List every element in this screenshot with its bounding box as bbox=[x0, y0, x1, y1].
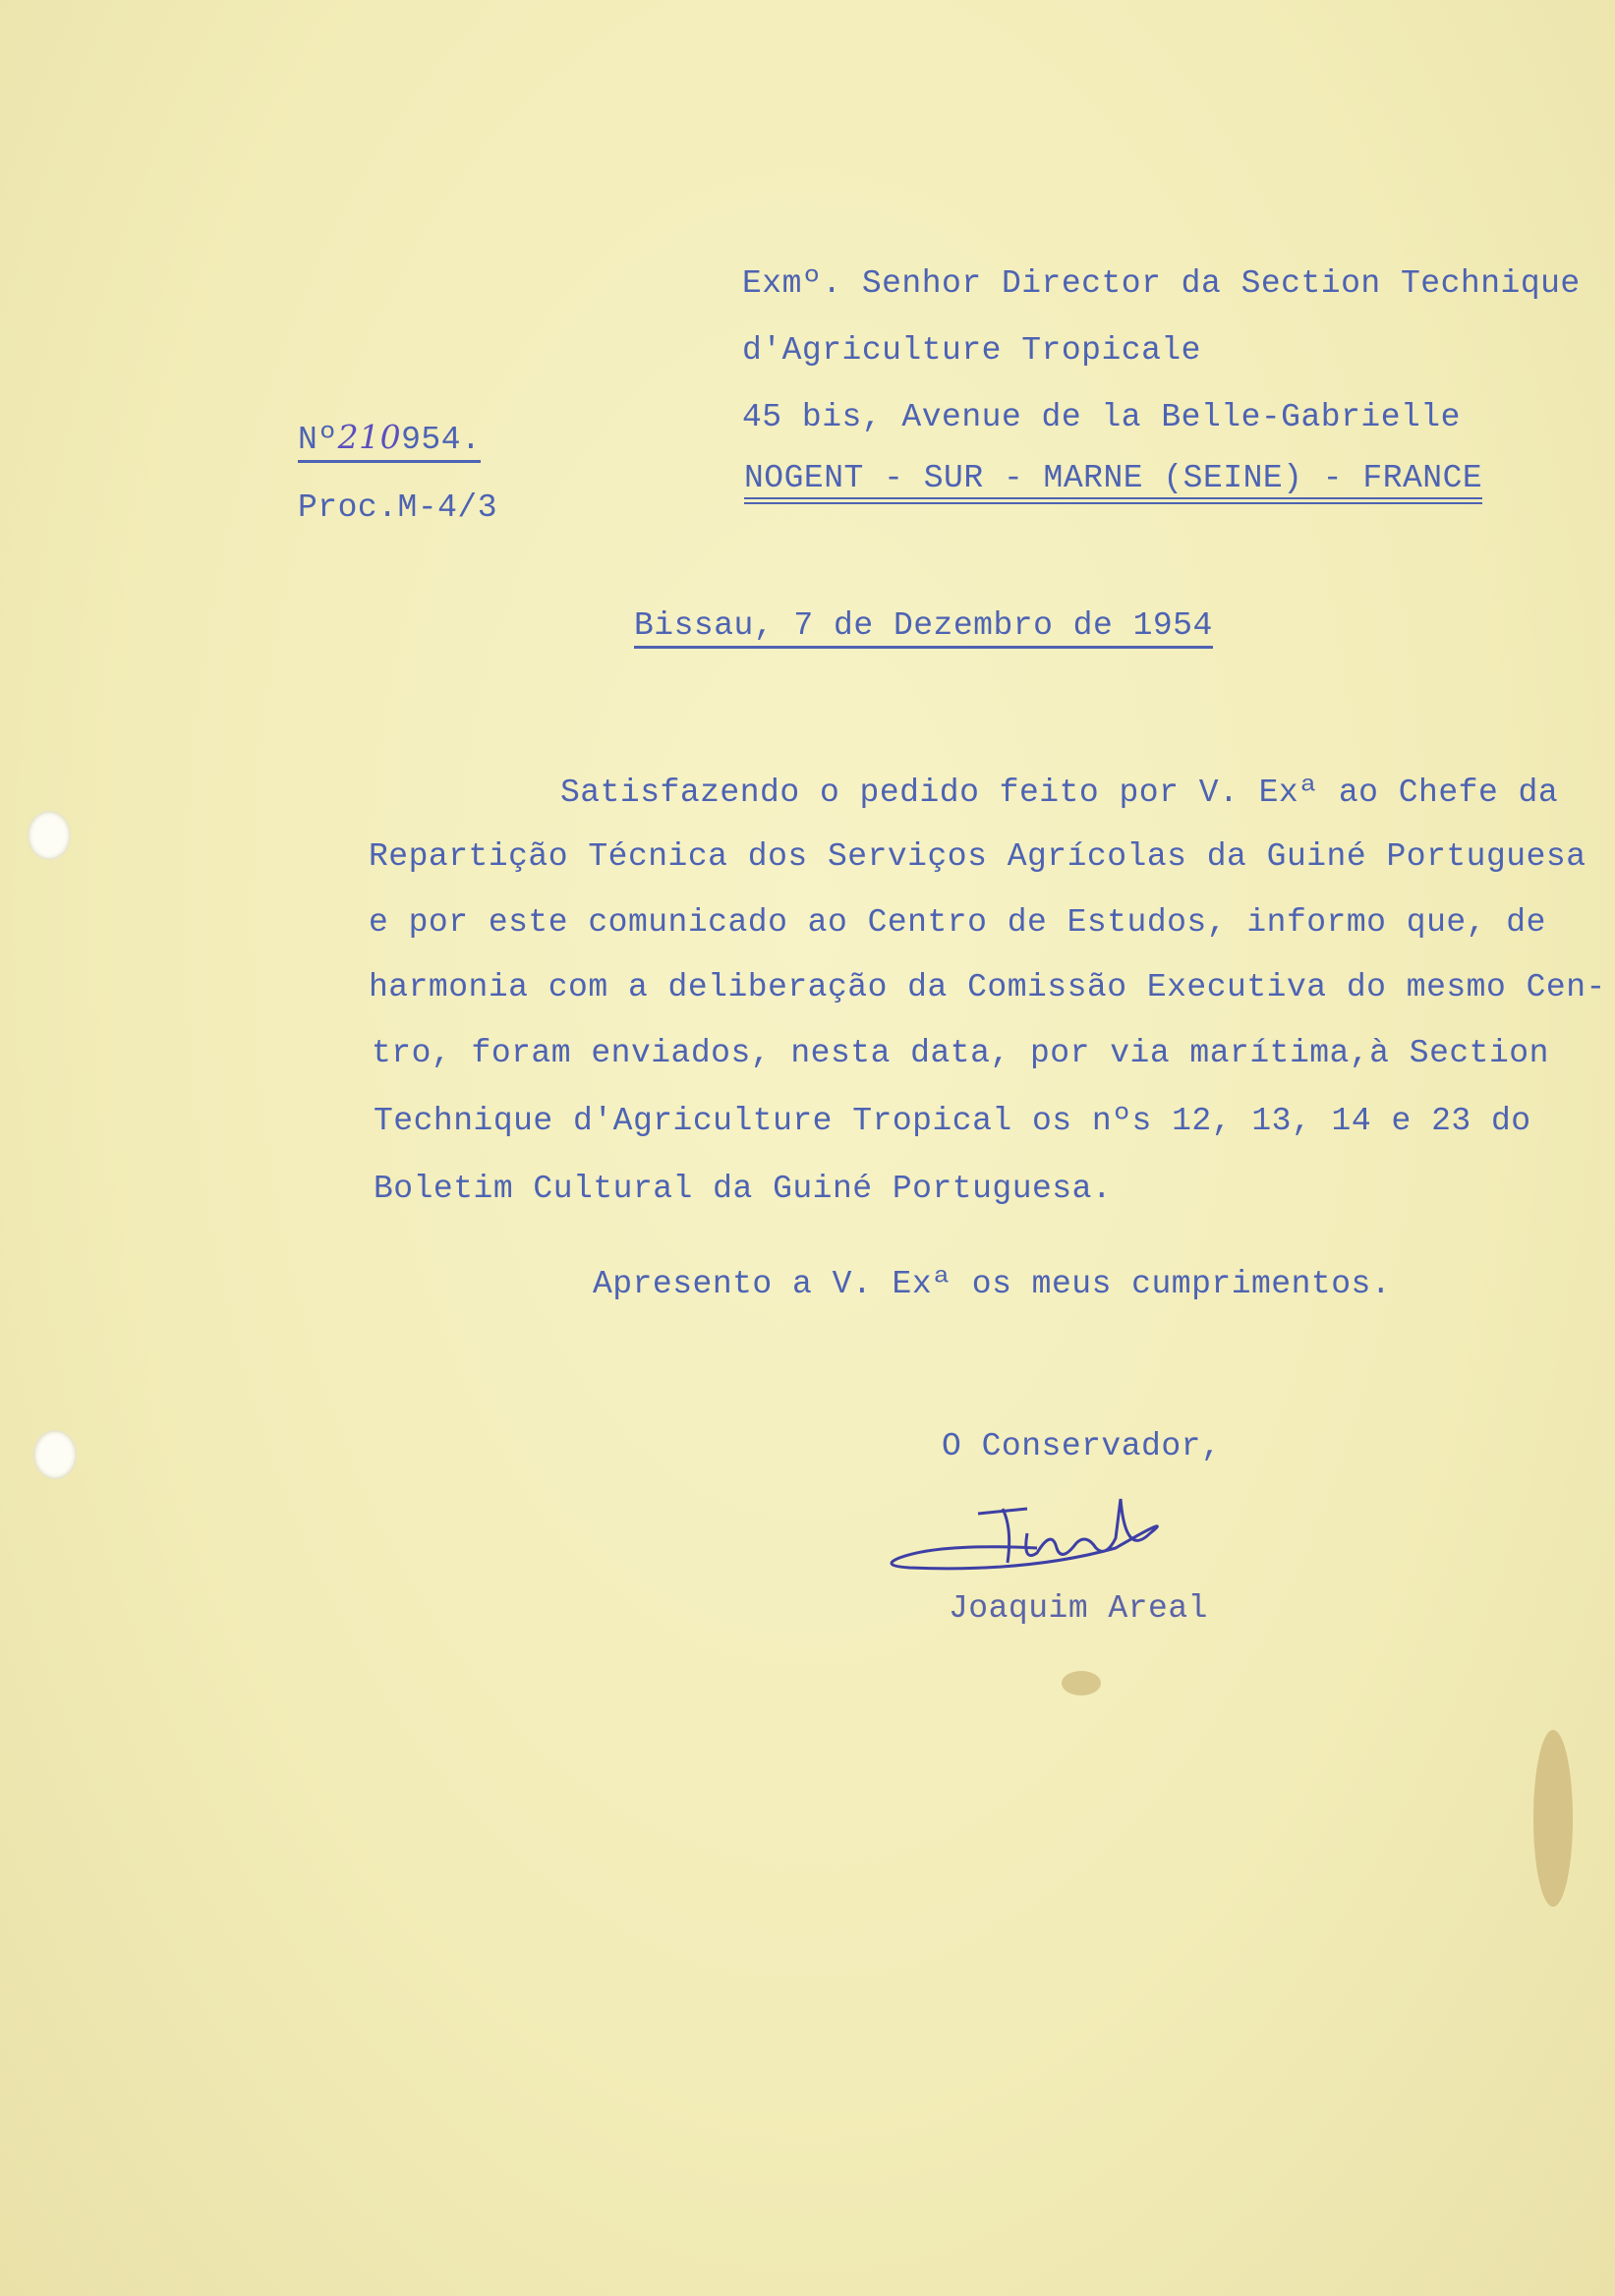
handwritten-signature bbox=[880, 1489, 1204, 1597]
punch-hole bbox=[28, 811, 71, 860]
body-line: tro, foram enviados, nesta data, por via marítima,à Section bbox=[372, 1035, 1549, 1071]
addressee-line: Exmº. Senhor Director da Section Technique bbox=[742, 265, 1581, 302]
stain bbox=[1533, 1730, 1573, 1907]
addressee-city: NOGENT - SUR - MARNE (SEINE) - FRANCE bbox=[744, 462, 1482, 504]
closing-line: Apresento a V. Exª os meus cumprimentos. bbox=[593, 1266, 1392, 1302]
body-line: Boletim Cultural da Guiné Portuguesa. bbox=[374, 1171, 1113, 1207]
body-line: harmonia com a deliberação da Comissão Executiva do mesmo Cen- bbox=[369, 969, 1606, 1005]
signatory-title: O Conservador, bbox=[942, 1428, 1222, 1464]
addressee-line: d'Agriculture Tropicale bbox=[742, 332, 1201, 369]
body-line: Satisfazendo o pedido feito por V. Exª ao Chefe da bbox=[560, 775, 1559, 811]
handwritten-number: 210 bbox=[337, 418, 402, 456]
body-line: Technique d'Agriculture Tropical os nºs 12, 13, 14 e 23 do bbox=[374, 1103, 1531, 1139]
date-line: Bissau, 7 de Dezembro de 1954 bbox=[634, 609, 1213, 649]
reference-number bbox=[298, 418, 482, 463]
stain bbox=[1062, 1671, 1101, 1695]
typed-number: 954. bbox=[401, 422, 482, 458]
signatory-name: Joaquim Areal bbox=[949, 1590, 1208, 1627]
number-prefix: Nº bbox=[298, 422, 338, 458]
addressee-line: 45 bis, Avenue de la Belle-Gabrielle bbox=[742, 399, 1461, 435]
body-line: Repartição Técnica dos Serviços Agrícolas da Guiné Portuguesa bbox=[369, 838, 1586, 875]
punch-hole bbox=[33, 1430, 77, 1479]
body-line: e por este comunicado ao Centro de Estudos, informo que, de bbox=[369, 904, 1546, 941]
process-number: Proc.M-4/3 bbox=[298, 489, 498, 526]
